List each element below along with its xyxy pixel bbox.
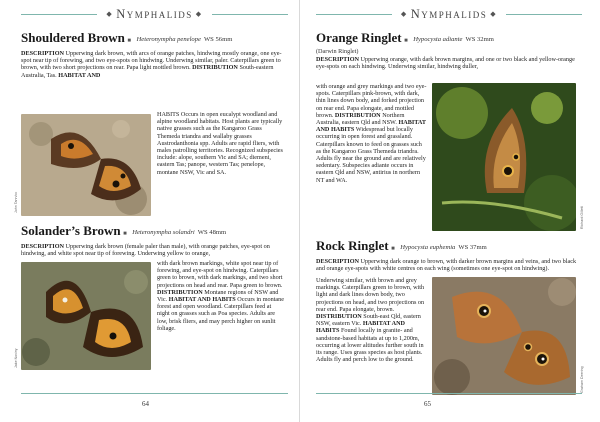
entry-body-wrap: HABITS Occurs in open eucalypt woodland and alpine woodland habitats. Host plants are typically native grasses such as the Kangaroo Grass Themeda triandra and wallaby grasses Austrodanthonia spp. Adults are rapid fliers, with males patrolling territories. Recognized subspecies include: alope, southern Vic and SA; diemeni, eastern Tas; panope, western Tas; penelope, montane NSW, Vic and SA.	[157, 111, 283, 176]
entry-body-wrap: Underwing similar, with brown and grey markings. Caterpillars green to brown, with light and dark lines down body, two projections on head, and two projections on rear end. Papa elongate, brown. DISTRIBUTION South-east Qld, eastern NSW, eastern Vic. HABITAT AND HABITS Found locally in granite- and sandstone-based habitats at up to 1,200m, occurring at lower altitudes further south in its range. Uses grass species as host plants. Adults fly and perch low to the ground.	[316, 277, 425, 364]
butterfly-photo	[432, 83, 576, 231]
butterfly-photo	[21, 114, 151, 216]
running-head-right: ◆ Nymphalids ◆	[316, 0, 582, 28]
entry-body-top: DESCRIPTION Upperwing dark orange to brown, with darker brown margins and veins, and two black and orange eye-spots with white centres on each wing (sometimes one eye-spot on hindwing).	[316, 258, 577, 273]
scientific-name: Heteronympha penelope	[136, 36, 201, 43]
entry-body-top: DESCRIPTION Upperwing dark brown (female paler than male), with orange patches, eye-spot on hindwing, and white spot near tip of forewing. Underwing yellow to orange,	[21, 243, 270, 258]
page-number: 64	[142, 400, 149, 408]
wingspan: WS 48mm	[197, 229, 227, 236]
right-page	[300, 0, 600, 422]
butterfly-photo	[21, 262, 151, 370]
butterfly-photo	[432, 277, 576, 395]
entry-solanders-brown	[14, 223, 288, 404]
entry-shouldered-brown	[14, 30, 288, 221]
scientific-name: Hypocysta euphemia	[400, 244, 456, 251]
photo-credit: Richard Gillett	[580, 206, 584, 229]
entry-orange-ringlet	[316, 31, 582, 236]
entry-body-wrap: with orange and grey markings and two eye-spots. Caterpillars pink-brown, with dark, thin lines down body, and forked projection on rear end. Papa elongate, and mottled brown. DISTRIBUTION Northern Australia, eastern Qld and NSW. HABITAT AND HABITS Widespread but locally occurring in open forest and grassland. Caterpillars known to feed on grasses such as the Kangaroo Grass Themeda triandra. Adults fly near the ground and are relatively sedentary. Subspecies adiante occurs in eastern Qld and NSW, antirius in northern NT and WA.	[316, 83, 427, 184]
species-name: Solander’s Brown	[21, 223, 121, 238]
running-head-title: Nymphalids	[410, 6, 488, 21]
species-heading: Shouldered Brown ■ Heteronympha penelope WS 56mm	[21, 30, 233, 45]
page-number: 65	[424, 400, 431, 408]
wingspan: WS 56mm	[203, 36, 233, 43]
footer-rule	[316, 393, 582, 394]
shouldered-brown-image	[21, 114, 151, 216]
entry-body-top: DESCRIPTION Upperwing orange, with dark brown margins, and one or two black and yellow-orange eye-spots on each hindwing. Underwing similar, hindwing duller,	[316, 56, 575, 71]
wingspan: WS 32mm	[465, 36, 494, 43]
rock-ringlet-image	[432, 277, 576, 395]
alternate-name: (Darwin Ringlet)	[316, 48, 359, 55]
running-head-left: ◆ Nymphalids ◆	[21, 0, 288, 28]
entry-body-top: DESCRIPTION Upperwing dark brown, with arcs of orange patches, hindwing mostly orange, one eye-spot near tip of forewing, and two eye-spots on hindwing. Underwing similar, paler. Caterpillars green to brown, with two short projections on rear. Papa light mottled brown. DISTRIBUTION South-eastern Australia, Tas. HABITAT AND	[21, 50, 282, 79]
species-name: Rock Ringlet	[316, 238, 389, 253]
scientific-name: Heteronympha solandri	[132, 229, 195, 236]
scientific-name: Hypocysta adiante	[413, 36, 463, 43]
species-heading: Orange Ringlet ■ Hypocysta adiante WS 32mm	[316, 30, 494, 45]
species-name: Shouldered Brown	[21, 30, 125, 45]
wingspan: WS 37mm	[458, 244, 487, 251]
species-heading: Rock Ringlet ■ Hypocysta euphemia WS 37mm	[316, 238, 487, 253]
footer-rule	[21, 393, 288, 394]
orange-ringlet-image	[432, 83, 576, 231]
species-heading: Solander’s Brown ■ Heteronympha solandri WS 48mm	[21, 223, 227, 238]
solanders-brown-image	[21, 262, 151, 370]
running-head-title: Nymphalids	[116, 6, 193, 21]
entry-rock-ringlet	[316, 239, 582, 399]
entry-body-wrap: with dark brown markings, white spot near tip of forewing, and eye-spot on hindwing. Caterpillars green to brown, with dark markings, and two short projections on head and rear. Papa green to brown. DISTRIBUTION Montane regions of NSW and Vic. HABITAT AND HABITS Occurs in montane forest and open woodland. Caterpillars feed at night on grasses such as Poa species. Adults are low, brisk fliers, and may perch higher on sunlit foliage.	[157, 260, 285, 332]
photo-credit: Jake Noviny	[14, 348, 18, 368]
species-name: Orange Ringlet	[316, 30, 402, 45]
photo-credit: John Tann/cc	[14, 191, 18, 213]
photo-credit: Graham Deering	[580, 366, 584, 393]
